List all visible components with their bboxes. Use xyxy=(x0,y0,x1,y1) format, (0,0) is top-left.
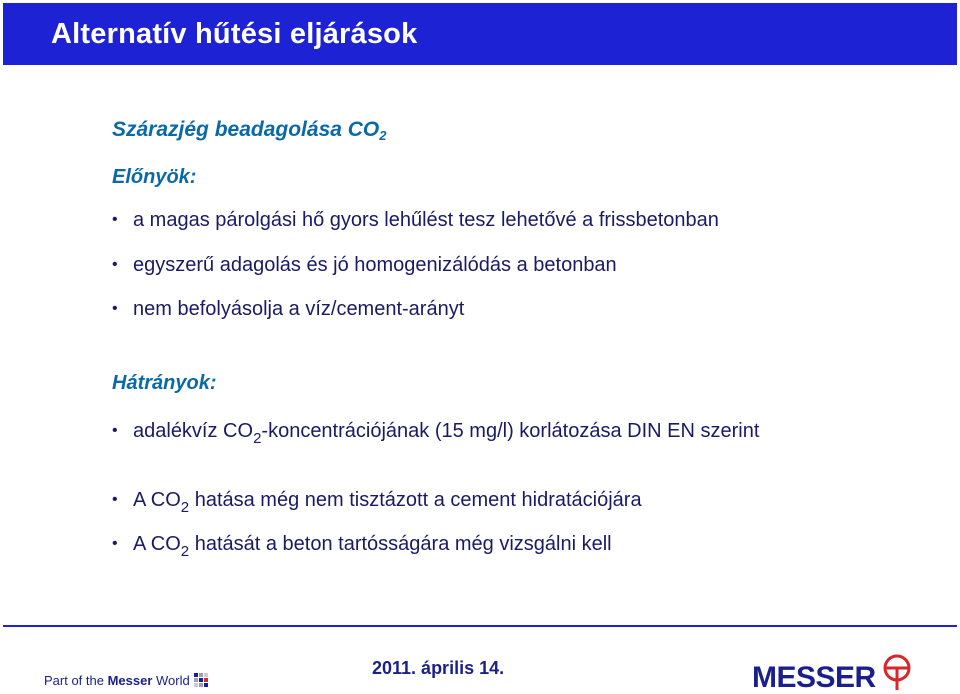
footer-divider xyxy=(3,625,957,627)
disadvantages-label: Hátrányok: xyxy=(112,372,217,394)
messer-logo xyxy=(752,654,914,694)
disadvantage-item xyxy=(112,487,832,521)
slide-subtitle xyxy=(112,118,387,143)
disadvantage-text xyxy=(133,531,832,565)
disadvantage-subscript: 2 xyxy=(180,543,190,560)
advantage-item xyxy=(112,207,832,233)
bullet-icon: • xyxy=(112,256,118,273)
subtitle-subscript: 2 xyxy=(379,128,387,143)
bullet-icon: • xyxy=(112,211,118,228)
title-bar xyxy=(3,3,957,65)
bullet-icon: • xyxy=(112,491,118,508)
world-dots-icon xyxy=(194,673,208,687)
messer-emblem-icon xyxy=(880,654,914,692)
tagline-suffix: World xyxy=(152,673,190,688)
footer-tagline xyxy=(44,673,208,688)
disadvantage-text-part: -koncentrációjának (15 mg/l) korlátozása DIN EN szerint xyxy=(261,420,760,442)
bullet-icon: • xyxy=(112,535,118,552)
advantage-item xyxy=(112,252,832,278)
footer-date: 2011. április 14. xyxy=(372,658,505,678)
disadvantage-subscript: 2 xyxy=(253,430,262,447)
brand-wordmark: MESSER xyxy=(752,661,876,694)
bullet-icon: • xyxy=(112,422,118,439)
advantages-label: Előnyök: xyxy=(112,166,197,188)
disadvantage-text-part: hatását a beton tartósságára még vizsgálni kell xyxy=(189,533,612,555)
slide-title: Alternatív hűtési eljárások xyxy=(51,17,418,50)
advantage-item xyxy=(112,296,832,322)
subtitle-text: Szárazjég beadagolása CO xyxy=(112,118,380,141)
disadvantage-text xyxy=(133,487,832,521)
disadvantage-item xyxy=(112,418,832,452)
tagline-bold: Messer xyxy=(107,673,153,688)
disadvantage-text-part: hatása még nem tisztázott a cement hidratációjára xyxy=(189,489,642,511)
disadvantage-text xyxy=(133,418,832,452)
disadvantage-text-part: A CO xyxy=(133,489,181,511)
advantage-text: a magas párolgási hő gyors lehűlést tesz lehetővé a frissbetonban xyxy=(133,209,719,231)
disadvantage-text-part: adalékvíz CO xyxy=(133,420,254,442)
disadvantage-item xyxy=(112,531,832,565)
bullet-icon: • xyxy=(112,300,118,317)
disadvantage-subscript: 2 xyxy=(180,499,190,516)
disadvantage-text-part: A CO xyxy=(133,533,181,555)
advantage-text: nem befolyásolja a víz/cement-arányt xyxy=(133,298,465,320)
advantage-text: egyszerű adagolás és jó homogenizálódás a betonban xyxy=(133,254,617,276)
tagline-prefix: Part of the xyxy=(44,673,108,688)
